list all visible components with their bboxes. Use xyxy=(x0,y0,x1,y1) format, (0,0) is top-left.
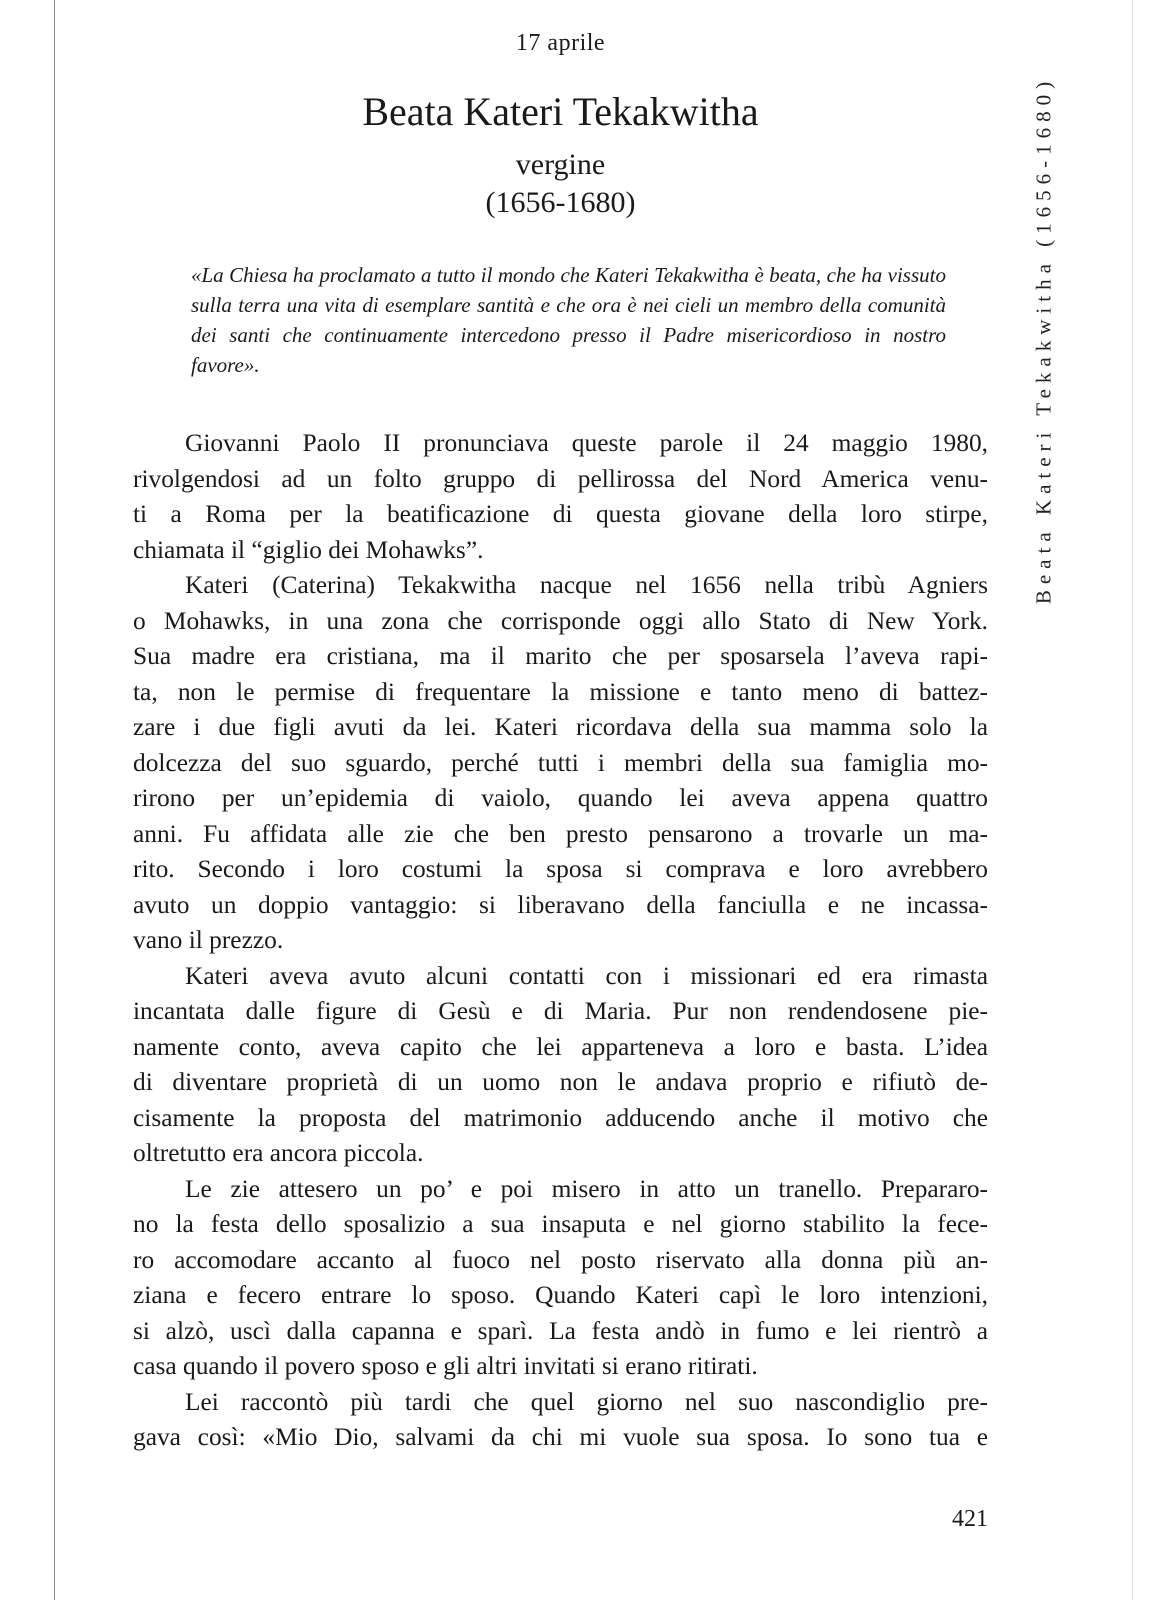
body-line: Lei raccontò più tardi che quel giorno nel suo nascondiglio pre- xyxy=(185,1387,988,1416)
body-line: oltretutto era ancora piccola. xyxy=(133,1139,424,1167)
body-line: vano il prezzo. xyxy=(133,926,284,954)
body-line: rirono per un’epidemia di vaiolo, quando lei aveva appena quattro xyxy=(133,784,988,812)
body-line: dolcezza del suo sguardo, perché tutti i membri della sua famiglia mo- xyxy=(133,748,988,777)
running-head-text: Beata Kateri Tekakwitha (1656-1680) xyxy=(1031,75,1056,605)
body-line: Kateri (Caterina) Tekakwitha nacque nel 1656 nella tribù Agniers xyxy=(185,571,988,599)
body-line: ro accomodare accanto al fuoco nel posto riservato alla donna più an- xyxy=(133,1245,988,1274)
epigraph-quote: «La Chiesa ha proclamato a tutto il mondo che Kateri Tekakwitha è beata, che ha vissuto sulla terra una vita di esemplare santità e che ora è nei cieli un membro della comunità dei santi che continuamente intercedono presso il Padre misericordioso in nostro favore». xyxy=(191,263,946,377)
life-years: (1656-1680) xyxy=(485,186,636,219)
body-line: zare i due figli avuti da lei. Kateri ricordava della sua mamma solo la xyxy=(133,713,988,741)
body-line: o Mohawks, in una zona che corrisponde oggi allo Stato di New York. xyxy=(133,606,988,635)
subtitle-block xyxy=(133,146,988,222)
body-line: si alzò, uscì dalla capanna e sparì. La festa andò in fumo e lei rientrò a xyxy=(133,1316,988,1345)
body-line: namente conto, aveva capito che lei apparteneva a loro e basta. L’idea xyxy=(133,1032,988,1061)
book-page xyxy=(133,0,988,1600)
body-line: rivolgendosi ad un folto gruppo di pellirossa del Nord America venu- xyxy=(133,464,988,493)
body-line: no la festa dello sposalizio a sua insaputa e nel giorno stabilito la fece- xyxy=(133,1210,988,1238)
body-line: rito. Secondo i loro costumi la sposa si comprava e loro avrebbero xyxy=(133,855,988,883)
scan-edge-left xyxy=(54,0,55,1600)
body-line: di diventare proprietà di un uomo non le andava proprio e rifiutò de- xyxy=(133,1068,988,1096)
running-head xyxy=(1024,30,1064,650)
body-line: Le zie attesero un po’ e poi misero in atto un tranello. Prepararo- xyxy=(185,1174,988,1203)
body-line: anni. Fu affidata alle zie che ben presto pensarono a trovarle un ma- xyxy=(133,819,988,848)
body-line: Kateri aveva avuto alcuni contatti con i missionari ed era rimasta xyxy=(185,961,988,990)
body-text xyxy=(133,426,988,1456)
body-line: ta, non le permise di frequentare la missione e tanto meno di battez- xyxy=(133,677,988,706)
body-line: chiamata il “giglio dei Mohawks”. xyxy=(133,535,484,564)
body-line: cisamente la proposta del matrimonio adducendo anche il motivo che xyxy=(133,1103,988,1132)
scan-edge-right xyxy=(1132,0,1133,1600)
body-line: ti a Roma per la beatificazione di questa giovane della loro stirpe, xyxy=(133,500,988,528)
body-line: incantata dalle figure di Gesù e di Maria. Pur non rendendosene pie- xyxy=(133,997,988,1025)
body-line: Giovanni Paolo II pronunciava queste parole il 24 maggio 1980, xyxy=(185,429,988,457)
page-title: Beata Kateri Tekakwitha xyxy=(362,89,759,134)
body-line: Sua madre era cristiana, ma il marito che per sposarsela l’aveva rapi- xyxy=(133,642,988,670)
body-line: casa quando il povero sposo e gli altri invitati si erano ritirati. xyxy=(133,1352,758,1380)
subtitle: vergine xyxy=(515,148,606,181)
body-line: ziana e fecero entrare lo sposo. Quando Kateri capì le loro intenzioni, xyxy=(133,1281,988,1309)
body-line: avuto un doppio vantaggio: si liberavano della fanciulla e ne incassa- xyxy=(133,890,988,919)
page-number: 421 xyxy=(952,1506,988,1532)
feast-date: 17 aprile xyxy=(515,30,606,56)
body-line: gava così: «Mio Dio, salvami da chi mi vuole sua sposa. Io sono tua e xyxy=(133,1423,988,1451)
